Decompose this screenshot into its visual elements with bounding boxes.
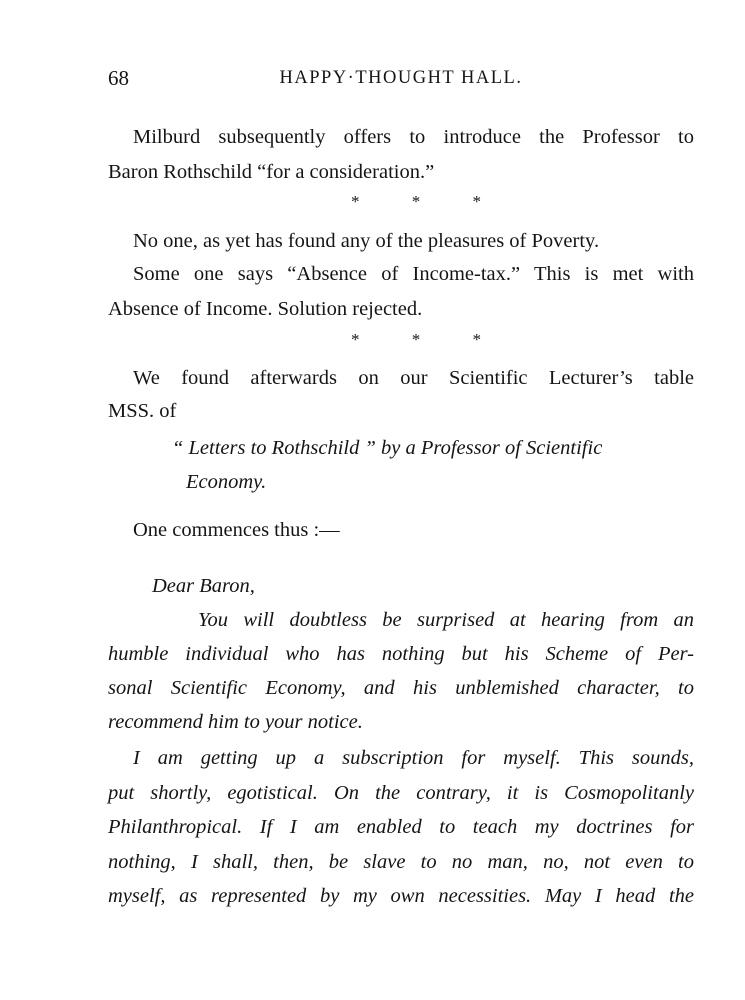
letter-paragraph-1-line-2: humble individual who has nothing but his Scheme of Per- bbox=[108, 643, 694, 665]
letter-paragraph-1-line-3: sonal Scientific Economy, and his unblemished character, to bbox=[108, 677, 694, 699]
section-separator-1: * * * bbox=[351, 192, 481, 211]
paragraph-2: No one, as yet has found any of the pleasures of Poverty. bbox=[133, 230, 600, 252]
paragraph-4-line-2: MSS. of bbox=[108, 400, 177, 422]
paragraph-3-line-2: Absence of Income. Solution rejected. bbox=[108, 298, 423, 320]
paragraph-3-line-1: Some one says “Absence of Income-tax.” This is met with bbox=[133, 263, 694, 285]
section-separator-2: * * * bbox=[351, 330, 481, 349]
letter-paragraph-1-line-4: recommend him to your notice. bbox=[108, 711, 363, 733]
manuscript-title-line-2: Economy. bbox=[186, 471, 267, 493]
paragraph-4-line-1: We found afterwards on our Scientific Lecturer’s table bbox=[133, 367, 694, 389]
letter-paragraph-1-line-1: You will doubtless be surprised at hearing from an bbox=[198, 609, 694, 631]
paragraph-1-line-2: Baron Rothschild “for a consideration.” bbox=[108, 161, 435, 183]
page-number: 68 bbox=[108, 66, 129, 90]
letter-paragraph-2-line-5: myself, as represented by my own necessities. May I head the bbox=[108, 885, 694, 907]
letter-paragraph-2-line-3: Philanthropical. If I am enabled to teach my doctrines for bbox=[108, 816, 694, 838]
paragraph-5: One commences thus :— bbox=[133, 519, 340, 541]
page-header bbox=[108, 66, 694, 96]
letter-paragraph-2-line-4: nothing, I shall, then, be slave to no man, no, not even to bbox=[108, 851, 694, 873]
paragraph-1-line-1: Milburd subsequently offers to introduce the Professor to bbox=[133, 126, 694, 148]
letter-salutation: Dear Baron, bbox=[152, 575, 255, 597]
manuscript-title-line-1: “ Letters to Rothschild ” by a Professor of Scientific bbox=[172, 437, 603, 459]
letter-paragraph-2-line-1: I am getting up a subscription for myself. This sounds, bbox=[133, 747, 694, 769]
letter-paragraph-2-line-2: put shortly, egotistical. On the contrary, it is Cosmopolitanly bbox=[108, 782, 694, 804]
running-head: HAPPY·THOUGHT HALL. bbox=[279, 68, 523, 88]
